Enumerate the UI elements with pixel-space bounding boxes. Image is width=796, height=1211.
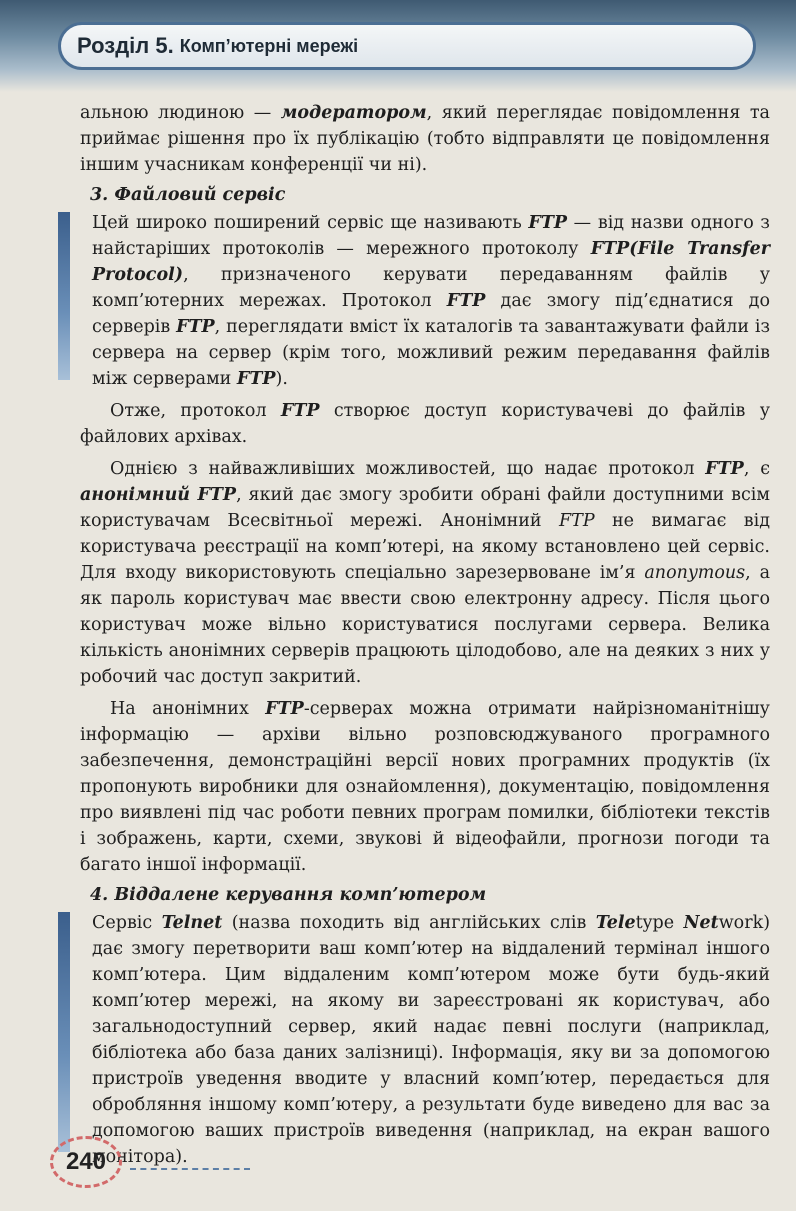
paragraph	[80, 696, 770, 878]
text: альною людиною —	[80, 103, 281, 123]
text: ).	[275, 369, 288, 389]
text: , а як пароль користувач має ввести свою електронну адресу. Після цього користувач може вільно користуватися послугами сервера. Велика кількість анонімних серверів працюють цілодобово, але на деяких з них у робочий час доступ закритий.	[80, 563, 771, 687]
text: work) дає змогу перетворити ваш комп’ютер на віддалений термінал іншого комп’ютера. Цим віддаленим комп’ютером може бути будь-який комп’ютер мережі, на якому ви зареєстровані як користувач, або загальнодоступний сервер, який надає певні послуги (наприклад, бібліотека або база даних залізниці). Інформація, яку ви за допомогою пристроїв уведення вводите у власний комп’ютер, передається для обробляння іншому комп’ютеру, а результати буде виведено для вас за допомогою ваших пристроїв виведення (наприклад, на екран вашого монітора).	[92, 913, 771, 1167]
term: FTP	[559, 511, 595, 531]
term: FTP	[528, 213, 567, 233]
term: анонімний FTP	[80, 485, 237, 505]
term: FTP	[236, 369, 276, 389]
term: FTP	[446, 291, 486, 311]
term: Tele	[595, 913, 636, 933]
text: Отже, протокол	[110, 401, 281, 421]
decorative-line	[130, 1168, 250, 1172]
highlight-bar	[58, 212, 70, 380]
paragraph	[80, 100, 770, 178]
text: Однією з найважливіших можливостей, що надає протокол	[110, 459, 706, 479]
text: , є	[743, 459, 770, 479]
term: FTP(File Transfer Protocol)	[92, 239, 770, 285]
term: FTP	[176, 317, 215, 337]
term: Telnet	[161, 913, 223, 933]
chapter-title: Комп’ютерні мережі	[179, 35, 359, 56]
section-label: Розділ 5.	[77, 33, 174, 58]
paragraph	[80, 398, 770, 450]
text: , який дає змогу зробити обрані файли доступними всім користувачам Всесвітньої мережі. Анонімний	[80, 485, 770, 531]
text: , призначеного керувати передаванням файлів у комп’ютерних мережах. Протокол	[92, 265, 770, 311]
term: модератором	[280, 103, 427, 123]
text: type	[635, 913, 684, 933]
text: не вимагає від користувача реєстрації на комп’ютері, на якому встановлено цей сервіс. Для входу використовують спеціально зарезервоване ім’я	[80, 511, 770, 583]
term: FTP	[280, 401, 320, 421]
paragraph	[92, 910, 770, 1170]
text: (назва походить від англійських слів	[222, 913, 596, 933]
section-heading: 3. Файловий сервіс	[90, 185, 286, 205]
text: Цей широко поширений сервіс ще називають	[92, 213, 529, 233]
text: дає змогу під’єднатися до серверів	[92, 291, 770, 337]
page-number: 240	[50, 1136, 122, 1188]
text: — від назви одного з найстаріших протоколів — мережного протоколу	[92, 213, 770, 259]
paragraph	[80, 456, 770, 690]
text: , який переглядає повідомлення та приймає рішення про їх публікацію (тобто відправляти це повідомлення іншим учасникам конференції чи ні).	[80, 103, 770, 175]
term: anonymous	[644, 563, 746, 583]
text: , переглядати вміст їх каталогів та завантажувати файли із сервера на сервер (крім того, можливий режим передавання файлів між серверами	[92, 317, 770, 389]
text: Сервіс	[92, 913, 162, 933]
term: FTP	[265, 699, 304, 719]
term: FTP	[705, 459, 744, 479]
chapter-header	[58, 22, 756, 70]
highlight-bar	[58, 912, 70, 1152]
text: створює доступ користувачеві до файлів у файлових архівах.	[80, 401, 770, 447]
text: -серверах можна отримати найрізноманітнішу інформацію — архіви вільно розповсюджуваного програмного забезпечення, демонстраційні версії нових програмних продуктів (їх пропонують виробники для ознайомлення), документацію, повідомлення про виявлені під час роботи певних програм помилки, бібліотеки текстів і зображень, карти, схеми, звукові й відеофайли, прогнози погоди та багато іншої інформації.	[80, 699, 770, 875]
highlight-box	[80, 910, 770, 1170]
text: На анонімних	[110, 699, 266, 719]
term: Net	[683, 913, 719, 933]
paragraph	[92, 210, 770, 392]
page-content	[80, 100, 770, 1170]
highlight-box	[80, 210, 770, 392]
section-heading: 4. Віддалене керування комп’ютером	[90, 885, 487, 905]
